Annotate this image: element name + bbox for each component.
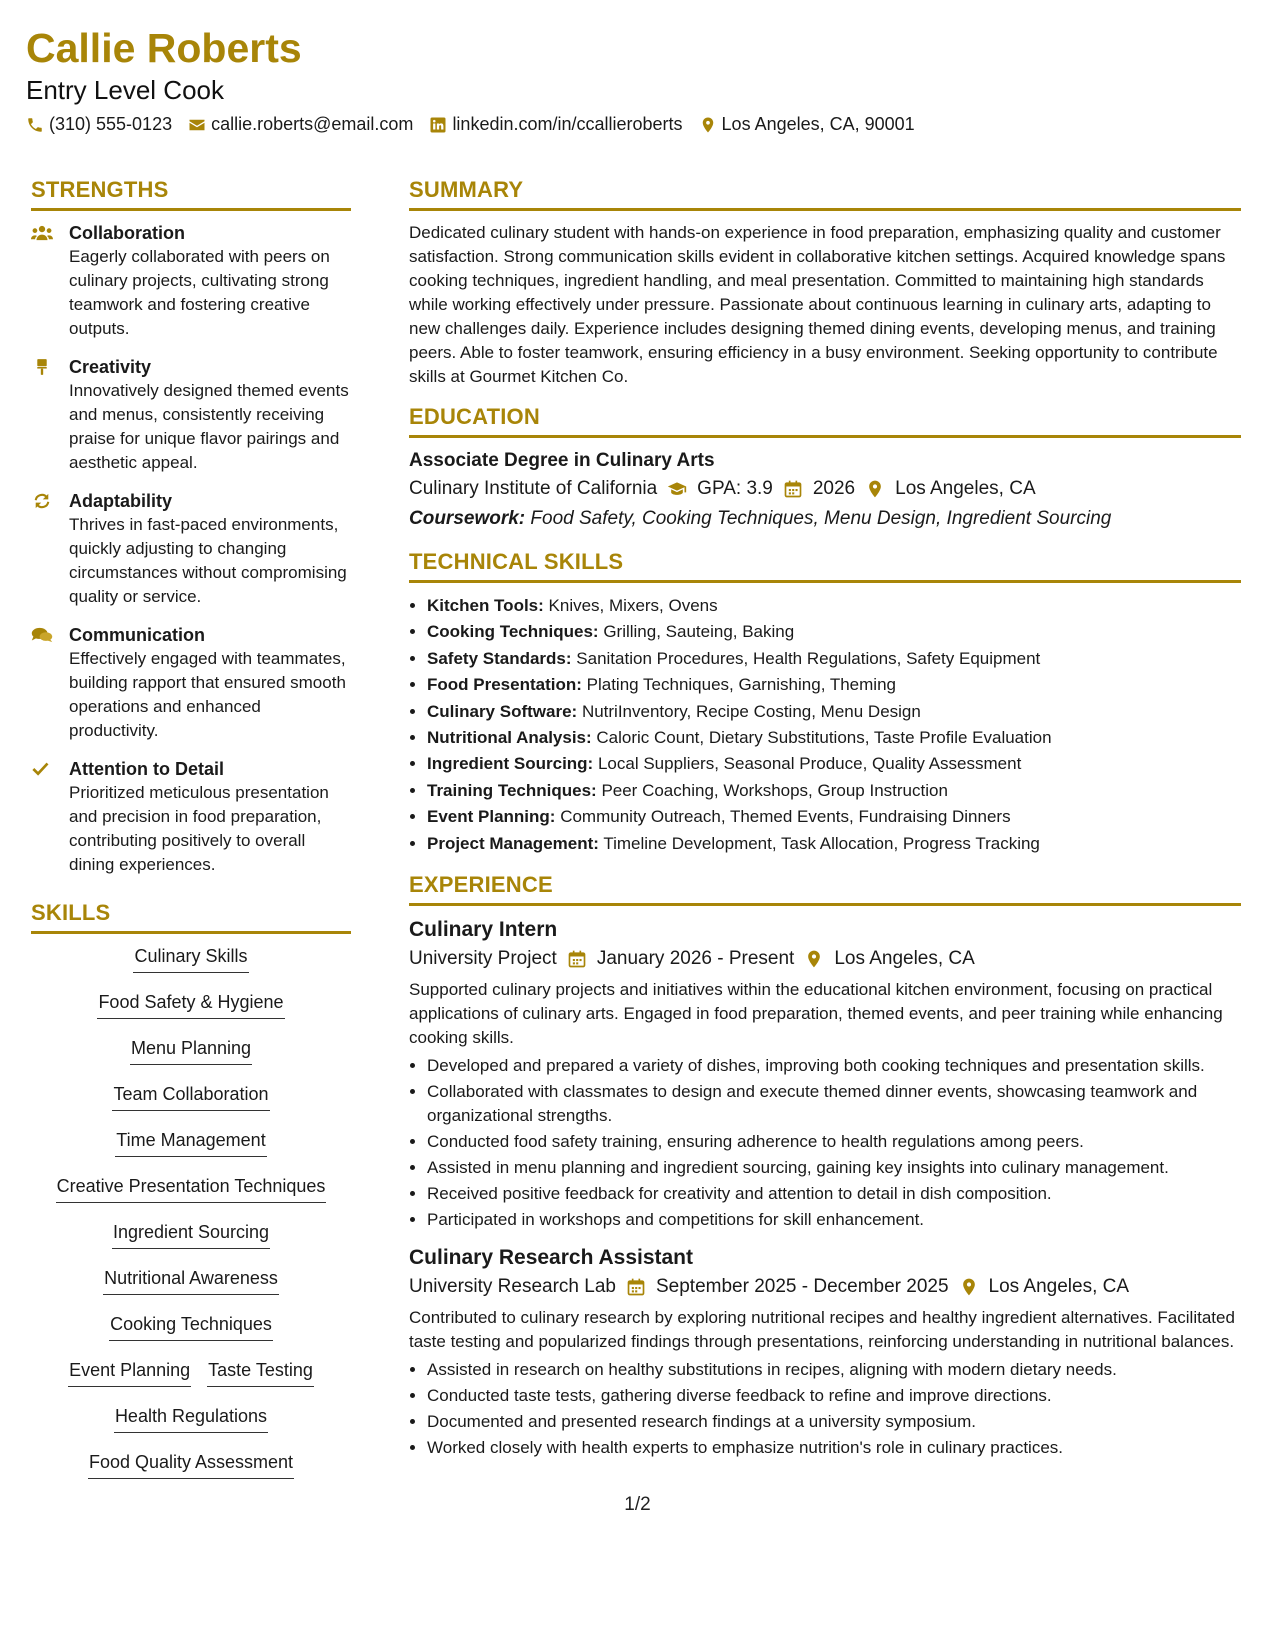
list-item xyxy=(427,646,1241,672)
education-meta xyxy=(409,474,1241,504)
job-location: Los Angeles, CA xyxy=(988,1276,1130,1298)
comments-icon xyxy=(31,623,69,743)
list-item xyxy=(427,593,1241,619)
skill-value: NutriInventory, Recipe Costing, Menu Design xyxy=(581,701,921,721)
list-item: • Participated in workshops and competitions for skill enhancement. xyxy=(427,1208,1241,1232)
job-title: Culinary Research Assistant xyxy=(409,1246,694,1270)
users-icon xyxy=(31,221,69,341)
skill-value: Knives, Mixers, Ovens xyxy=(548,596,718,615)
contact-linkedin-text[interactable]: linkedin.com/in/ccallieroberts xyxy=(452,114,683,134)
skill-value: Caloric Count, Dietary Substitutions, Taste Profile Evaluation xyxy=(596,728,1052,748)
list-item xyxy=(427,725,1241,751)
skill-tag: Team Collaboration xyxy=(112,1082,269,1111)
list-item xyxy=(427,751,1241,777)
education-title: EDUCATION xyxy=(409,403,1241,438)
envelope-icon xyxy=(188,116,206,134)
skill-value: Plating Techniques, Garnishing, Theming xyxy=(586,675,896,695)
contact-linkedin xyxy=(429,114,682,135)
skill-tag: Menu Planning xyxy=(130,1036,252,1065)
experience-title: EXPERIENCE xyxy=(409,871,1241,906)
job-entry xyxy=(409,916,1241,1232)
strength-name: Attention to Detail xyxy=(69,759,224,779)
location-pin-icon xyxy=(804,949,824,969)
location-pin-icon xyxy=(699,116,717,134)
contact-email xyxy=(188,114,413,135)
skill-tag: Event Planning xyxy=(68,1358,191,1387)
skill-value: Timeline Development, Task Allocation, Progress Tracking xyxy=(603,833,1040,853)
job-dates: September 2025 - December 2025 xyxy=(655,1276,949,1298)
skill-tag: Culinary Skills xyxy=(133,944,248,973)
coursework-label: Coursework: xyxy=(409,508,526,529)
list-item xyxy=(427,619,1241,645)
coursework xyxy=(409,504,1241,534)
strength-name: Communication xyxy=(69,625,206,645)
skill-tag: Health Regulations xyxy=(114,1404,268,1433)
school-name: Culinary Institute of California xyxy=(409,478,658,499)
left-column xyxy=(31,176,351,1496)
strength-name: Creativity xyxy=(69,357,152,377)
contact-location xyxy=(699,114,915,135)
degree-title: Associate Degree in Culinary Arts xyxy=(409,450,715,471)
strength-item xyxy=(31,489,351,609)
sync-icon xyxy=(31,489,69,609)
job-dates: January 2026 - Present xyxy=(596,948,795,970)
technical-skills-title: TECHNICAL SKILLS xyxy=(409,548,1241,583)
brush-icon xyxy=(31,355,69,475)
coursework-list: Food Safety, Cooking Techniques, Menu Design, Ingredient Sourcing xyxy=(530,508,1112,529)
job-description: Contributed to culinary research by exploring nutritional recipes and healthy ingredient alternatives. Facilitated taste testing and popularized findings through presentations, reinforcing understanding in nutritional balances. xyxy=(409,1308,1235,1352)
list-item: • Assisted in menu planning and ingredient sourcing, gaining key insights into culinary management. xyxy=(427,1156,1241,1180)
list-item: • Received positive feedback for creativity and attention to detail in dish composition. xyxy=(427,1182,1241,1206)
list-item xyxy=(427,672,1241,698)
skill-tag: Time Management xyxy=(115,1128,266,1157)
list-item xyxy=(427,804,1241,830)
strength-desc: Eagerly collaborated with peers on culinary projects, cultivating strong teamwork and fostering creative outputs. xyxy=(69,247,330,338)
gpa: GPA: 3.9 xyxy=(697,478,773,499)
job-org: University Project xyxy=(409,948,557,970)
skill-tag: Cooking Techniques xyxy=(109,1312,273,1341)
skill-tag: Food Quality Assessment xyxy=(88,1450,294,1479)
location-pin-icon xyxy=(959,1277,979,1297)
skill-label: Training Techniques: xyxy=(427,780,597,800)
strength-desc: Thrives in fast-paced environments, quickly adjusting to changing circumstances without compromising quality or service. xyxy=(69,515,347,606)
contact-row xyxy=(26,114,1249,135)
job-bullets xyxy=(409,1054,1241,1232)
skill-value: Community Outreach, Themed Events, Fundraising Dinners xyxy=(560,807,1011,827)
contact-email-text[interactable]: callie.roberts@email.com xyxy=(211,114,414,134)
skills-list xyxy=(31,944,351,1479)
job-title: Culinary Intern xyxy=(409,918,558,942)
strength-item xyxy=(31,757,351,877)
graduation-year: 2026 xyxy=(812,478,856,499)
page-number: 1/2 xyxy=(624,1494,651,1515)
list-item: • Conducted taste tests, gathering diverse feedback to refine and improve directions. xyxy=(427,1384,1241,1408)
list-item: • Worked closely with health experts to emphasize nutrition's role in culinary practices. xyxy=(427,1436,1241,1460)
calendar-icon xyxy=(567,949,587,969)
skill-tag: Creative Presentation Techniques xyxy=(56,1174,327,1203)
skill-tag: Taste Testing xyxy=(207,1358,314,1387)
strength-item xyxy=(31,355,351,475)
technical-skills-list xyxy=(409,593,1241,857)
skills-title: SKILLS xyxy=(31,899,351,934)
skill-label: Event Planning: xyxy=(427,807,556,827)
graduation-cap-icon xyxy=(667,479,687,499)
list-item xyxy=(427,699,1241,725)
list-item: • Assisted in research on healthy substitutions in recipes, aligning with modern dietary needs. xyxy=(427,1358,1241,1382)
strength-item xyxy=(31,221,351,341)
skill-tag: Ingredient Sourcing xyxy=(112,1220,270,1249)
job-bullets xyxy=(409,1358,1241,1460)
skill-tag: Nutritional Awareness xyxy=(103,1266,279,1295)
location-pin-icon xyxy=(865,479,885,499)
skill-label: Cooking Techniques: xyxy=(427,622,599,642)
summary-title: SUMMARY xyxy=(409,176,1241,211)
candidate-name: Callie Roberts xyxy=(26,25,302,71)
school-location: Los Angeles, CA xyxy=(895,478,1036,499)
strength-name: Collaboration xyxy=(69,223,185,243)
list-item: • Developed and prepared a variety of dishes, improving both cooking techniques and presentation skills. xyxy=(427,1054,1241,1078)
check-icon xyxy=(31,757,69,877)
summary-text: Dedicated culinary student with hands-on experience in food preparation, emphasizing quality and customer satisfaction. Strong communication skills evident in collaborative kitchen settings. Acquired knowledge spans cooking techniques, ingredient handling, and meal presentation. Committed to maintaining high standards while working effectively under pressure. Passionate about continuous learning in culinary arts, adapting to new challenges daily. Experience includes designing themed dining events, developing menus, and training peers. Able to foster teamwork, ensuring efficiency in a busy environment. Seeking opportunity to contribute skills at Gourmet Kitchen Co. xyxy=(409,223,1226,386)
skill-label: Food Presentation: xyxy=(427,675,582,695)
calendar-icon xyxy=(626,1277,646,1297)
job-entry xyxy=(409,1244,1241,1460)
skill-label: Culinary Software: xyxy=(427,701,578,721)
skill-label: Safety Standards: xyxy=(427,648,572,668)
right-column xyxy=(409,176,1241,1472)
contact-phone-text[interactable]: (310) 555-0123 xyxy=(49,114,173,134)
job-meta xyxy=(409,1272,1241,1302)
skill-value: Peer Coaching, Workshops, Group Instruction xyxy=(601,780,948,800)
skill-value: Sanitation Procedures, Health Regulations, Safety Equipment xyxy=(576,648,1041,668)
contact-location-text: Los Angeles, CA, 90001 xyxy=(721,114,915,134)
skill-label: Ingredient Sourcing: xyxy=(427,754,594,774)
job-location: Los Angeles, CA xyxy=(834,948,975,970)
strength-name: Adaptability xyxy=(69,491,173,511)
job-meta xyxy=(409,944,1241,974)
list-item: • Collaborated with classmates to design and execute themed dinner events, showcasing teamwork and organizational strengths. xyxy=(427,1080,1241,1128)
skill-label: Nutritional Analysis: xyxy=(427,728,592,748)
list-item xyxy=(427,831,1241,857)
linkedin-icon xyxy=(429,116,447,134)
strength-item xyxy=(31,623,351,743)
list-item xyxy=(427,778,1241,804)
contact-phone xyxy=(26,114,172,135)
list-item: • Documented and presented research findings at a university symposium. xyxy=(427,1410,1241,1434)
list-item: • Conducted food safety training, ensuring adherence to health regulations among peers. xyxy=(427,1130,1241,1154)
calendar-icon xyxy=(783,479,803,499)
skill-value: Local Suppliers, Seasonal Produce, Quality Assessment xyxy=(597,754,1022,774)
job-org: University Research Lab xyxy=(409,1276,616,1298)
strength-desc: Effectively engaged with teammates, building rapport that ensured smooth operations and enhanced productivity. xyxy=(69,649,346,740)
phone-icon xyxy=(26,116,44,134)
candidate-role: Entry Level Cook xyxy=(26,75,224,105)
job-description: Supported culinary projects and initiatives within the educational kitchen environment, focusing on practical applications of culinary arts. Engaged in food preparation, themed events, and peer training while enhancing cooking skills. xyxy=(409,980,1223,1048)
strength-desc: Prioritized meticulous presentation and precision in food preparation, contributing positively to overall dining experiences. xyxy=(69,783,329,874)
strengths-title: STRENGTHS xyxy=(31,176,351,211)
skill-label: Project Management: xyxy=(427,833,599,853)
resume-header xyxy=(26,22,1249,135)
strength-desc: Innovatively designed themed events and menus, consistently receiving praise for unique flavor pairings and aesthetic appeal. xyxy=(69,381,349,472)
skill-value: Grilling, Sauteing, Baking xyxy=(603,622,795,642)
skill-tag: Food Safety & Hygiene xyxy=(97,990,284,1019)
skill-label: Kitchen Tools: xyxy=(427,596,544,615)
